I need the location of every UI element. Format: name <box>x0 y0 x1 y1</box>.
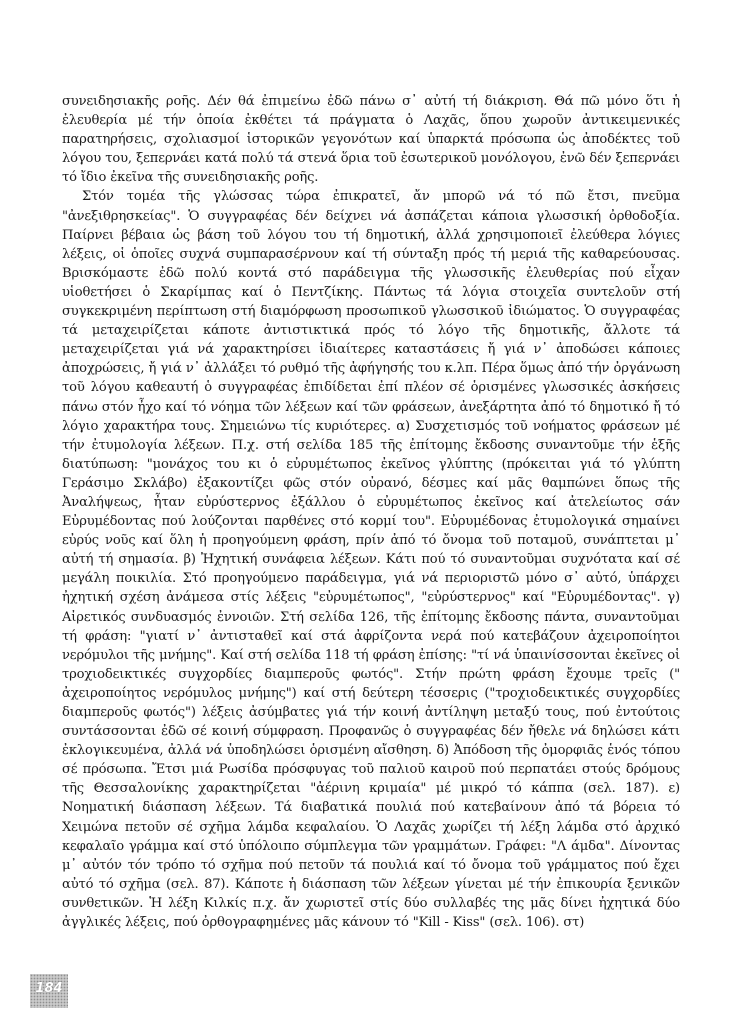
page-number: 184 <box>30 974 68 1008</box>
paragraph-language: Στόν τομέα τῆς γλώσσας τώρα ἐπικρατεῖ, ἄν μπορῶ νά τό πῶ ἔτσι, πνεῦμα "ἀνεξιθρησκείας". Ὁ συγγραφέας δέν δείχνει νά ἀσπάζεται κάποια γλωσσική ὀρθοδοξία. Παίρνει βέβαια ὡς βάση τοῦ λόγου του τή δημοτική, ἀλλά χρησιμοποιεῖ ἐλεύθερα λόγιες λέξεις, οἱ ὁποῖες συχνά συμπαρασέρνουν καί τή σύνταξη πρός τή μεριά τῆς καθαρεύουσας. Βρισκόμαστε ἐδῶ πολύ κοντά στό παράδειγμα τῆς γλωσσικῆς ἐλευθερίας πού εἶχαν υἱοθετήσει ὁ Σκαρίμπας καί ὁ Πεντζίκης. Πάντως τά λόγια στοιχεῖα συντελοῦν στή συγκεκριμένη περίπτωση στή διαμόρφωση προσωπικοῦ γλωσσικοῦ ἰδιώματος. Ὁ συγγραφέας τά μεταχειρίζεται κάποτε ἀντιστικτικά πρός τό λόγο τῆς δημοτικῆς, ἄλλοτε τά μεταχειρίζεται γιά νά χαρακτηρίσει ἰδιαίτερες καταστάσεις ἤ γιά ν᾽ ἀποδώσει κάποιες ἀποχρώσεις, ἤ γιά ν᾽ ἀλλάξει τό ρυθμό τῆς ἀφήγησής του κ.λπ. Πέρα ὅμως ἀπό τήν ὀργάνωση τοῦ λόγου καθεαυτή ὁ συγγραφέας ἐπιδίδεται ἐπί πλέον σέ ὁρισμένες γλωσσικές ἀσκήσεις πάνω στόν ἦχο καί τό νόημα τῶν λέξεων καί τῶν φράσεων, ἀνεξάρτητα ἀπό τό δημοτικό ἤ τό λόγιο χαρακτήρα τους. Σημειώνω τίς κυριότερες. α) Συσχετισμός τοῦ νοήματος φράσεων μέ τήν ἐτυμολογία λέξεων. Π.χ. στή σελίδα 185 τῆς ἐπίτομης ἔκδοσης συναντοῦμε τήν ἑξῆς διατύπωση: "μονάχος του κι ὁ εὐρυμέτωπος ἐκεῖνος γλύπτης (πρόκειται γιά τό γλύπτη Γεράσιμο Σκλάβο) ἐξακοντίζει φῶς στόν οὐρανό, δέσμες καί μᾶς θαμπώνει ὅπως τῆς Ἀναλήψεως, ἦταν εὐρύστερνος ἐξάλλου ὁ εὐρυμέτωπος ἐκεῖνος καί ἀτελείωτος σάν Εὐρυμέδοντας πού λούζονται παρθένες στό κορμί του". Εὐρυμέδονας ἐτυμολογικά σημαίνει εὐρύς νοῦς καί ὅλη ἡ προηγούμενη φράση, πρίν ἀπό τό ὄνομα τοῦ ποταμοῦ, συνάπτεται μ᾽ αὐτή τή σημασία. β) Ἠχητική συνάφεια λέξεων. Κάτι πού τό συναντοῦμαι συχνότατα καί σέ μεγάλη ποικιλία. Στό προηγούμενο παράδειγμα, γιά νά περιοριστῶ μόνο σ᾽ αὐτό, ὑπάρχει ἠχητική σχέση ἀνάμεσα στίς λέξεις "εὐρυμέτωπος", "εὐρύστερνος" καί "Εὐρυμέδοντας". γ) Αἰρετικός συνδυασμός ἐννοιῶν. Στή σελίδα 126, τῆς ἐπίτομης ἔκδοσης πάντα, συναντοῦμαι τή φράση: "γιατί ν᾽ ἀντισταθεῖ καί στά ἀφρίζοντα νερά πού κατεβάζουν ἀχειροποίητοι νερόμυλοι τῆς μνήμης". Καί στή σελίδα 118 τή φράση ἐπίσης: "τί νά ὑπαινίσσονται ἐκεῖνες οἱ τροχιοδεικτικές συγχορδίες διαμπεροῦς φωτός". Στήν πρώτη φράση ἔχουμε τρεῖς (" ἀχειροποίητος νερόμυλος μνήμης") καί στή δεύτερη τέσσερις ("τροχιοδεικτικές συγχορδίες διαμπεροῦς φωτός") λέξεις ἀσύμβατες γιά τήν κοινή ἀντίληψη μεταξύ τους, πού ἐντούτοις συντάσσονται ἐδῶ σέ κοινή σύμφραση. Προφανῶς ὁ συγγραφέας δέν ἤθελε νά δηλώσει κάτι ἐκλογικευμένα, ἀλλά νά ὑποδηλώσει ὁρισμένη αἴσθηση. δ) Ἀπόδοση τῆς ὀμορφιᾶς ἑνός τόπου σέ πρόσωπα. Ἔτσι μιά Ρωσίδα πρόσφυγας τοῦ παλιοῦ καιροῦ πού περπατάει στούς δρόμους τῆς Θεσσαλονίκης χαρακτηρίζεται "ἀέρινη κριμαία" μέ μικρό τό κάππα (σελ. 187). ε) Νοηματική διάσπαση λέξεων. Τά διαβατικά πουλιά πού κατεβαίνουν ἀπό τά βόρεια τό Χειμώνα πετοῦν σέ σχῆμα λάμδα κεφαλαίου. Ὁ Λαχᾶς χωρίζει τή λέξη λάμδα στό ἀρχικό κεφαλαῖο γράμμα καί στό ὑπόλοιπο σύμπλεγμα τῶν γραμμάτων. Γράφει: "Λ άμδα". Δίνοντας μ᾽ αὐτόν τόν τρόπο τό σχῆμα πού πετοῦν τά πουλιά καί τό ὄνομα τοῦ γράμματος πού ἔχει αὐτό τό σχῆμα (σελ. 87). Κάποτε ἡ διάσπαση τῶν λέξεων γίνεται μέ τήν ἐπικουρία ξενικῶν συνθετικῶν. Ἡ λέξη Κιλκίς π.χ. ἄν χωριστεῖ στίς δύο συλλαβές της μᾶς δίνει ἠχητικά δύο ἀγγλικές λέξεις, πού ὀρθογραφημένες μᾶς κάνουν τό "Kill - Kiss" (σελ. 106). στ) <box>62 189 680 931</box>
paragraph-continuation: συνειδησιακῆς ροῆς. Δέν θά ἐπιμείνω ἐδῶ πάνω σ᾽ αὐτή τή διάκριση. Θά πῶ μόνο ὅτι ἡ ἐλευθερία μέ τήν ὁποία ἐκθέτει τά πράγματα ὁ Λαχᾶς, ὅπου χωροῦν ἀντικειμενικές παρατηρήσεις, σχολιασμοί ἱστορικῶν γεγονότων καί ὑπαρκτά πρόσωπα ὡς ἀποδέκτες τοῦ λόγου του, ξεπερνάει κατά πολύ τά στενά ὅρια τοῦ ἐσωτερικοῦ μονόλογου, ἐνῶ δέν ξεπερνάει τό ἴδιο ἐκεῖνα τῆς συνειδησιακῆς ροῆς. <box>62 94 680 186</box>
body-text <box>62 92 680 932</box>
